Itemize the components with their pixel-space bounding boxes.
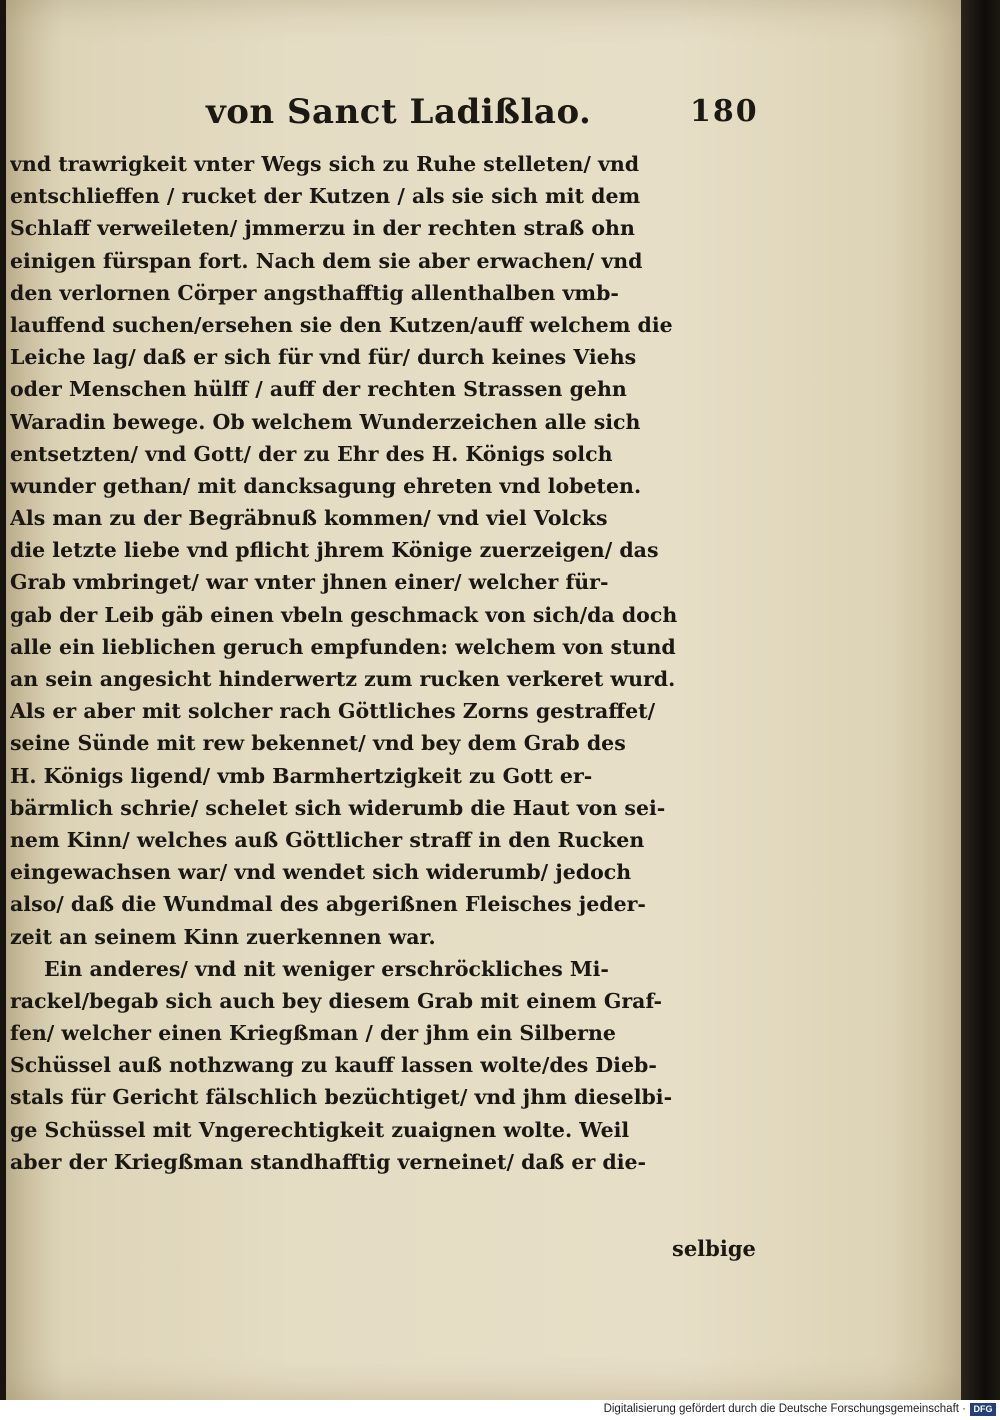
footer-credit: Digitalisierung gefördert durch die Deutsche Forschungsgemeinschaft ·	[603, 1403, 966, 1415]
text-line: den verlornen Cörper angsthafftig allenthalben vmb-	[10, 280, 619, 305]
text-line: Als er aber mit solcher rach Göttliches Zorns gestraffet/	[10, 699, 656, 724]
dfg-logo: DFG	[970, 1403, 996, 1416]
page-edge-shadow	[961, 0, 1000, 1400]
text-line: aber der Kriegßman standhafftig verneinet/ daß er die-	[10, 1149, 647, 1174]
text-line: alle ein lieblichen geruch empfunden: welchem von stund	[10, 634, 676, 659]
text-line: einigen fürspan fort. Nach dem sie aber erwachen/ vnd	[10, 248, 643, 273]
running-title: von Sanct Ladißlao.	[206, 92, 592, 132]
text-line: eingewachsen war/ vnd wendet sich widerumb/ jedoch	[10, 860, 632, 885]
text-line: entschlieffen / rucket der Kutzen / als sie sich mit dem	[10, 184, 641, 209]
footer-bar	[0, 1400, 1000, 1420]
text-line: gab der Leib gäb einen vbeln geschmack von sich/da doch	[10, 602, 678, 627]
text-line: lauffend suchen/ersehen sie den Kutzen/auff welchem die	[10, 312, 673, 337]
text-line: also/ daß die Wundmal des abgerißnen Fleisches jeder-	[10, 892, 646, 917]
text-line: nem Kinn/ welches auß Göttlicher straff in den Rucken	[10, 827, 645, 852]
text-line: bärmlich schrie/ schelet sich widerumb die Haut von sei-	[10, 795, 666, 820]
text-line: vnd trawrigkeit vnter Wegs sich zu Ruhe stelleten/ vnd	[10, 152, 640, 176]
text-line: an sein angesicht hinderwertz zum rucken verkeret wurd.	[10, 667, 676, 691]
text-line: Ein anderes/ vnd nit weniger erschröckliches Mi-	[44, 956, 609, 981]
text-line: Schlaff verweileten/ jmmerzu in der rechten straß ohn	[10, 216, 635, 241]
text-line: zeit an seinem Kinn zuerkennen war.	[10, 924, 436, 949]
text-line: Leiche lag/ daß er sich für vnd für/ durch keines Viehs	[10, 345, 637, 370]
text-line: oder Menschen hülff / auff der rechten Strassen gehn	[10, 377, 627, 402]
catchword: selbige	[672, 1236, 756, 1261]
book-page	[6, 0, 961, 1400]
text-line: stals für Gericht fälschlich bezüchtiget/ vnd jhm dieselbi-	[10, 1085, 673, 1110]
text-line: rackel/begab sich auch bey diesem Grab mit einem Graf-	[10, 988, 663, 1013]
text-line: wunder gethan/ mit dancksagung ehreten vnd lobeten.	[10, 473, 642, 498]
text-line: seine Sünde mit rew bekennet/ vnd bey dem Grab des	[10, 731, 626, 756]
page-number: 180	[690, 94, 759, 129]
text-line: entsetzten/ vnd Gott/ der zu Ehr des H. Königs solch	[10, 441, 613, 466]
text-line: Grab vmbringet/ war vnter jhnen einer/ welcher für-	[10, 570, 609, 595]
body-text	[10, 148, 770, 1178]
text-line: Waradin bewege. Ob welchem Wunderzeichen alle sich	[10, 409, 641, 434]
text-line: Schüssel auß nothzwang zu kauff lassen wolte/des Dieb-	[10, 1053, 657, 1078]
page-header	[6, 92, 961, 142]
text-line: Als man zu der Begräbnuß kommen/ vnd viel Volcks	[10, 506, 608, 531]
text-line: die letzte liebe vnd pflicht jhrem Könige zuerzeigen/ das	[10, 538, 659, 563]
text-line: ge Schüssel mit Vngerechtigkeit zuaignen wolte. Weil	[10, 1117, 630, 1142]
text-line: H. Königs ligend/ vmb Barmhertzigkeit zu Gott er-	[10, 763, 593, 788]
text-line: fen/ welcher einen Kriegßman / der jhm ein Silberne	[10, 1021, 616, 1046]
